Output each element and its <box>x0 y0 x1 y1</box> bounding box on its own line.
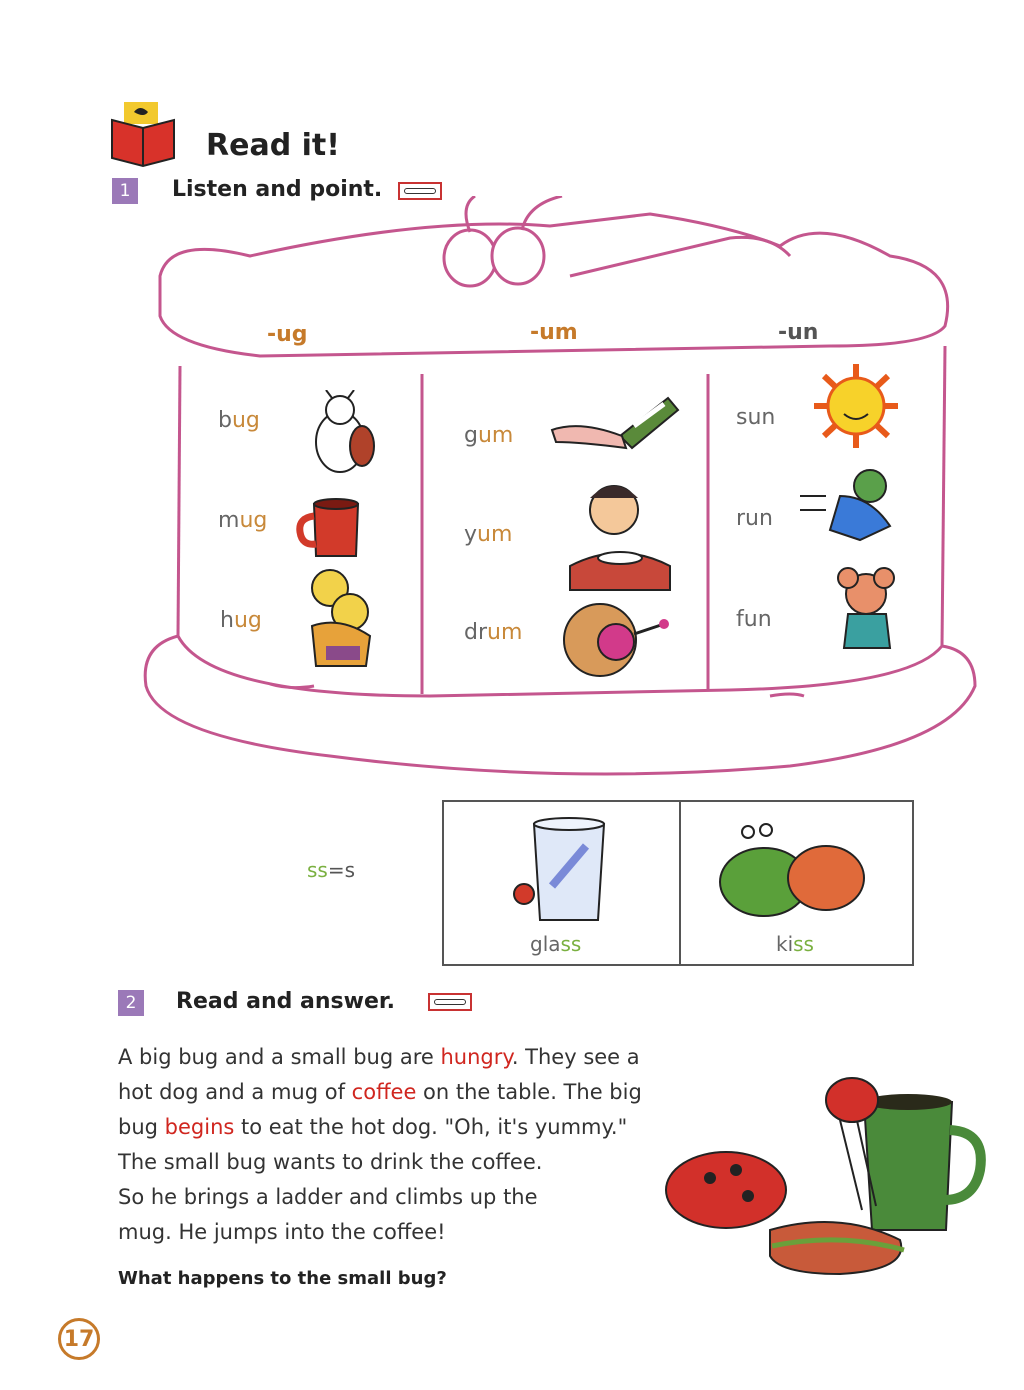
question: What happens to the small bug? <box>118 1268 447 1289</box>
mug-illustration <box>296 496 368 562</box>
ss-rule: ss=s <box>307 858 356 882</box>
cassette-icon[interactable] <box>428 993 472 1011</box>
example-divider <box>679 802 681 964</box>
story-line: The small bug wants to drink the coffee. <box>118 1150 543 1174</box>
word-hug: hug <box>220 608 262 633</box>
word-gum: gum <box>464 423 514 448</box>
bug-illustration <box>304 390 376 482</box>
section-1-heading: Listen and point. <box>172 177 383 202</box>
word-kiss: kiss <box>776 932 814 956</box>
word-bug: bug <box>218 408 260 433</box>
story-line: hot dog and a mug of coffee on the table. The big <box>118 1080 642 1104</box>
section-2-number: 2 <box>118 990 144 1016</box>
column-header-ug: -ug <box>267 322 308 347</box>
story-line: A big bug and a small bug are hungry. They see a <box>118 1045 640 1069</box>
bugs-coffee-illustration <box>640 1060 990 1290</box>
word-drum: drum <box>464 620 523 645</box>
column-header-un: -un <box>778 320 819 345</box>
drum-illustration <box>560 600 670 680</box>
section-2-heading: Read and answer. <box>176 989 395 1014</box>
story-line: So he brings a ladder and climbs up the <box>118 1185 538 1209</box>
yum-illustration <box>560 470 680 594</box>
sun-illustration <box>806 364 906 448</box>
word-run: run <box>736 506 773 531</box>
gum-illustration <box>550 396 680 456</box>
page-number: 17 <box>58 1318 100 1360</box>
word-sun: sun <box>736 405 776 430</box>
page-title: Read it! <box>206 128 340 163</box>
story-line: mug. He jumps into the coffee! <box>118 1220 446 1244</box>
hug-illustration <box>304 566 376 670</box>
section-1-number: 1 <box>112 178 138 204</box>
word-yum: yum <box>464 522 513 547</box>
kiss-illustration <box>714 822 874 926</box>
word-mug: mug <box>218 508 268 533</box>
word-glass: glass <box>530 932 582 956</box>
glass-illustration <box>506 816 610 928</box>
column-header-um: -um <box>530 320 578 345</box>
book-reading-icon <box>108 98 178 168</box>
word-fun: fun <box>736 607 772 632</box>
story-line: bug begins to eat the hot dog. "Oh, it's yummy." <box>118 1115 628 1139</box>
fun-illustration <box>820 560 910 664</box>
run-illustration <box>800 466 908 546</box>
